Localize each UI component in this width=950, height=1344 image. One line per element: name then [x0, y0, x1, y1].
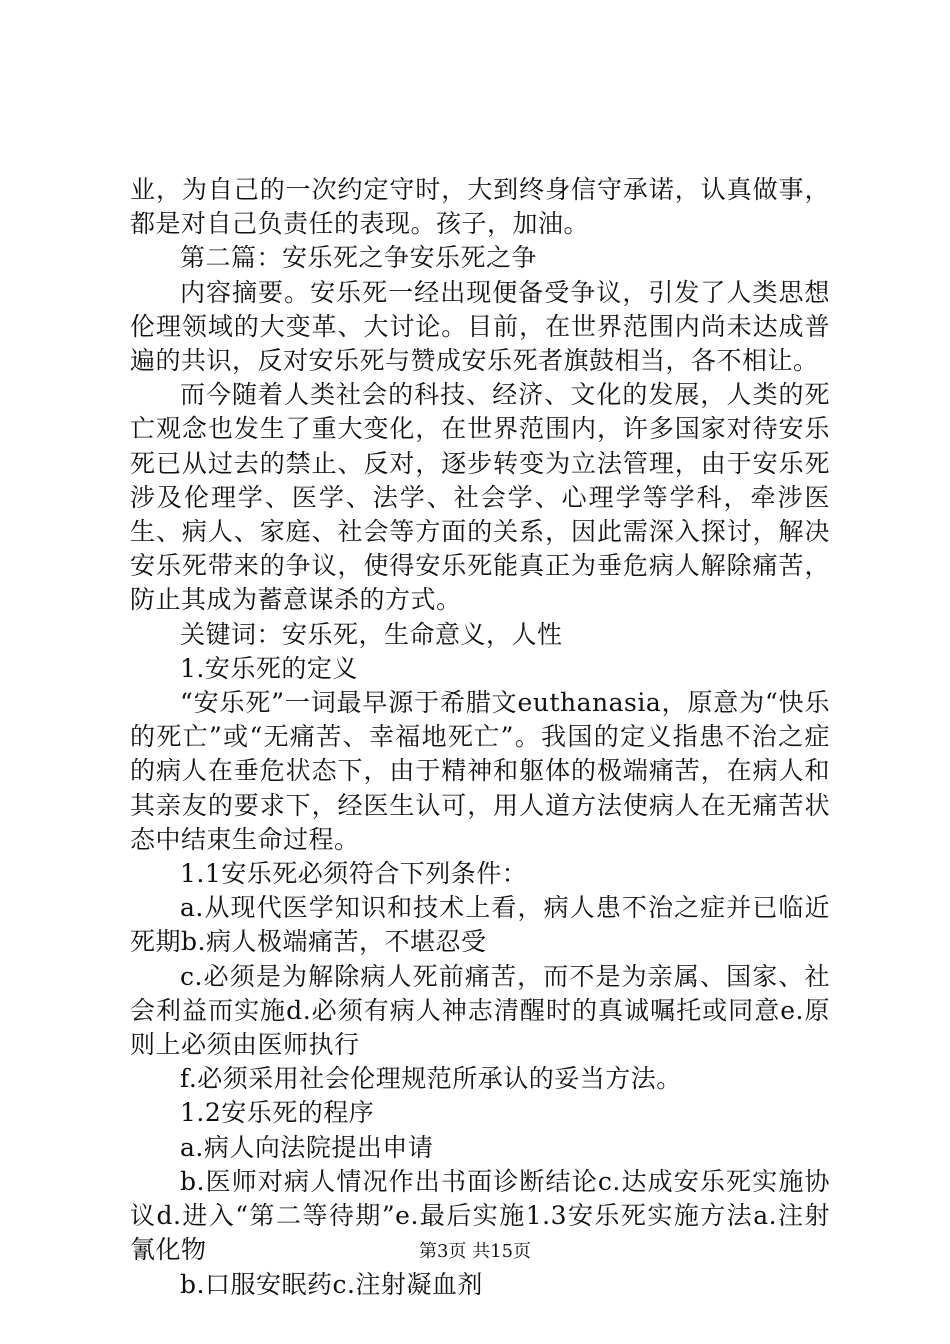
subheading-procedure: 1.2安乐死的程序 — [180, 1098, 375, 1128]
keywords-line: 关键词：安乐死，生命意义，人性 — [180, 619, 563, 649]
condition-item: c.必须是为解除病人死前痛苦，而不是为亲属、国家、社会利益而实施d.必须有病人神志清醒时的真诚嘱托或同意e.原则上必须由医师执行 — [130, 961, 830, 1060]
abstract-paragraph: 内容摘要。安乐死一经出现便备受争议，引发了人类思想伦理领域的大变革、大讨论。目前，在世界范围内尚未达成普遍的共识，反对安乐死与赞成安乐死者旗鼓相当，各不相让。 — [130, 277, 830, 376]
subheading-conditions: 1.1安乐死必须符合下列条件： — [180, 859, 528, 889]
definition-paragraph: “安乐死”一词最早源于希腊文euthanasia，原意为“快乐的死亡”或“无痛苦、幸福地死亡”。我国的定义指患不治之症的病人在垂危状态下，由于精神和躯体的极端痛苦，在病人和其亲友的要求下，经医生认可，用人道方法使病人在无痛苦状态中结束生命过程。 — [130, 688, 830, 854]
method-item: b.口服安眠药c.注射凝血剂 — [180, 1269, 483, 1299]
document-body — [130, 173, 830, 1302]
paragraph-continuation: 业，为自己的一次约定守时，大到终身信守承诺，认真做事，都是对自己负责任的表现。孩子，加油。 — [130, 175, 830, 239]
procedure-item: a.病人向法院提出申请 — [180, 1132, 434, 1162]
page-number-footer: 第3页 共15页 — [418, 1241, 532, 1262]
subheading-definition: 1.安乐死的定义 — [180, 653, 358, 683]
section-heading: 第二篇：安乐死之争安乐死之争 — [180, 243, 538, 273]
procedure-item: b.医师对病人情况作出书面诊断结论c.达成安乐死实施协议d.进入“第二等待期”e.最后实施1.3安乐死实施方法a.注射氰化物 — [130, 1166, 830, 1265]
condition-item: f.必须采用社会伦理规范所承认的妥当方法。 — [180, 1064, 682, 1094]
condition-item: a.从现代医学知识和技术上看，病人患不治之症并已临近死期b.病人极端痛苦，不堪忍受 — [130, 893, 830, 957]
body-paragraph: 而今随着人类社会的科技、经济、文化的发展，人类的死亡观念也发生了重大变化，在世界范围内，许多国家对待安乐死已从过去的禁止、反对，逐步转变为立法管理，由于安乐死涉及伦理学、医学、法学、社会学、心理学等学科，牵涉医生、病人、家庭、社会等方面的关系，因此需深入探讨，解决安乐死带来的争议，使得安乐死能真正为垂危病人解除痛苦，防止其成为蓄意谋杀的方式。 — [130, 380, 830, 615]
